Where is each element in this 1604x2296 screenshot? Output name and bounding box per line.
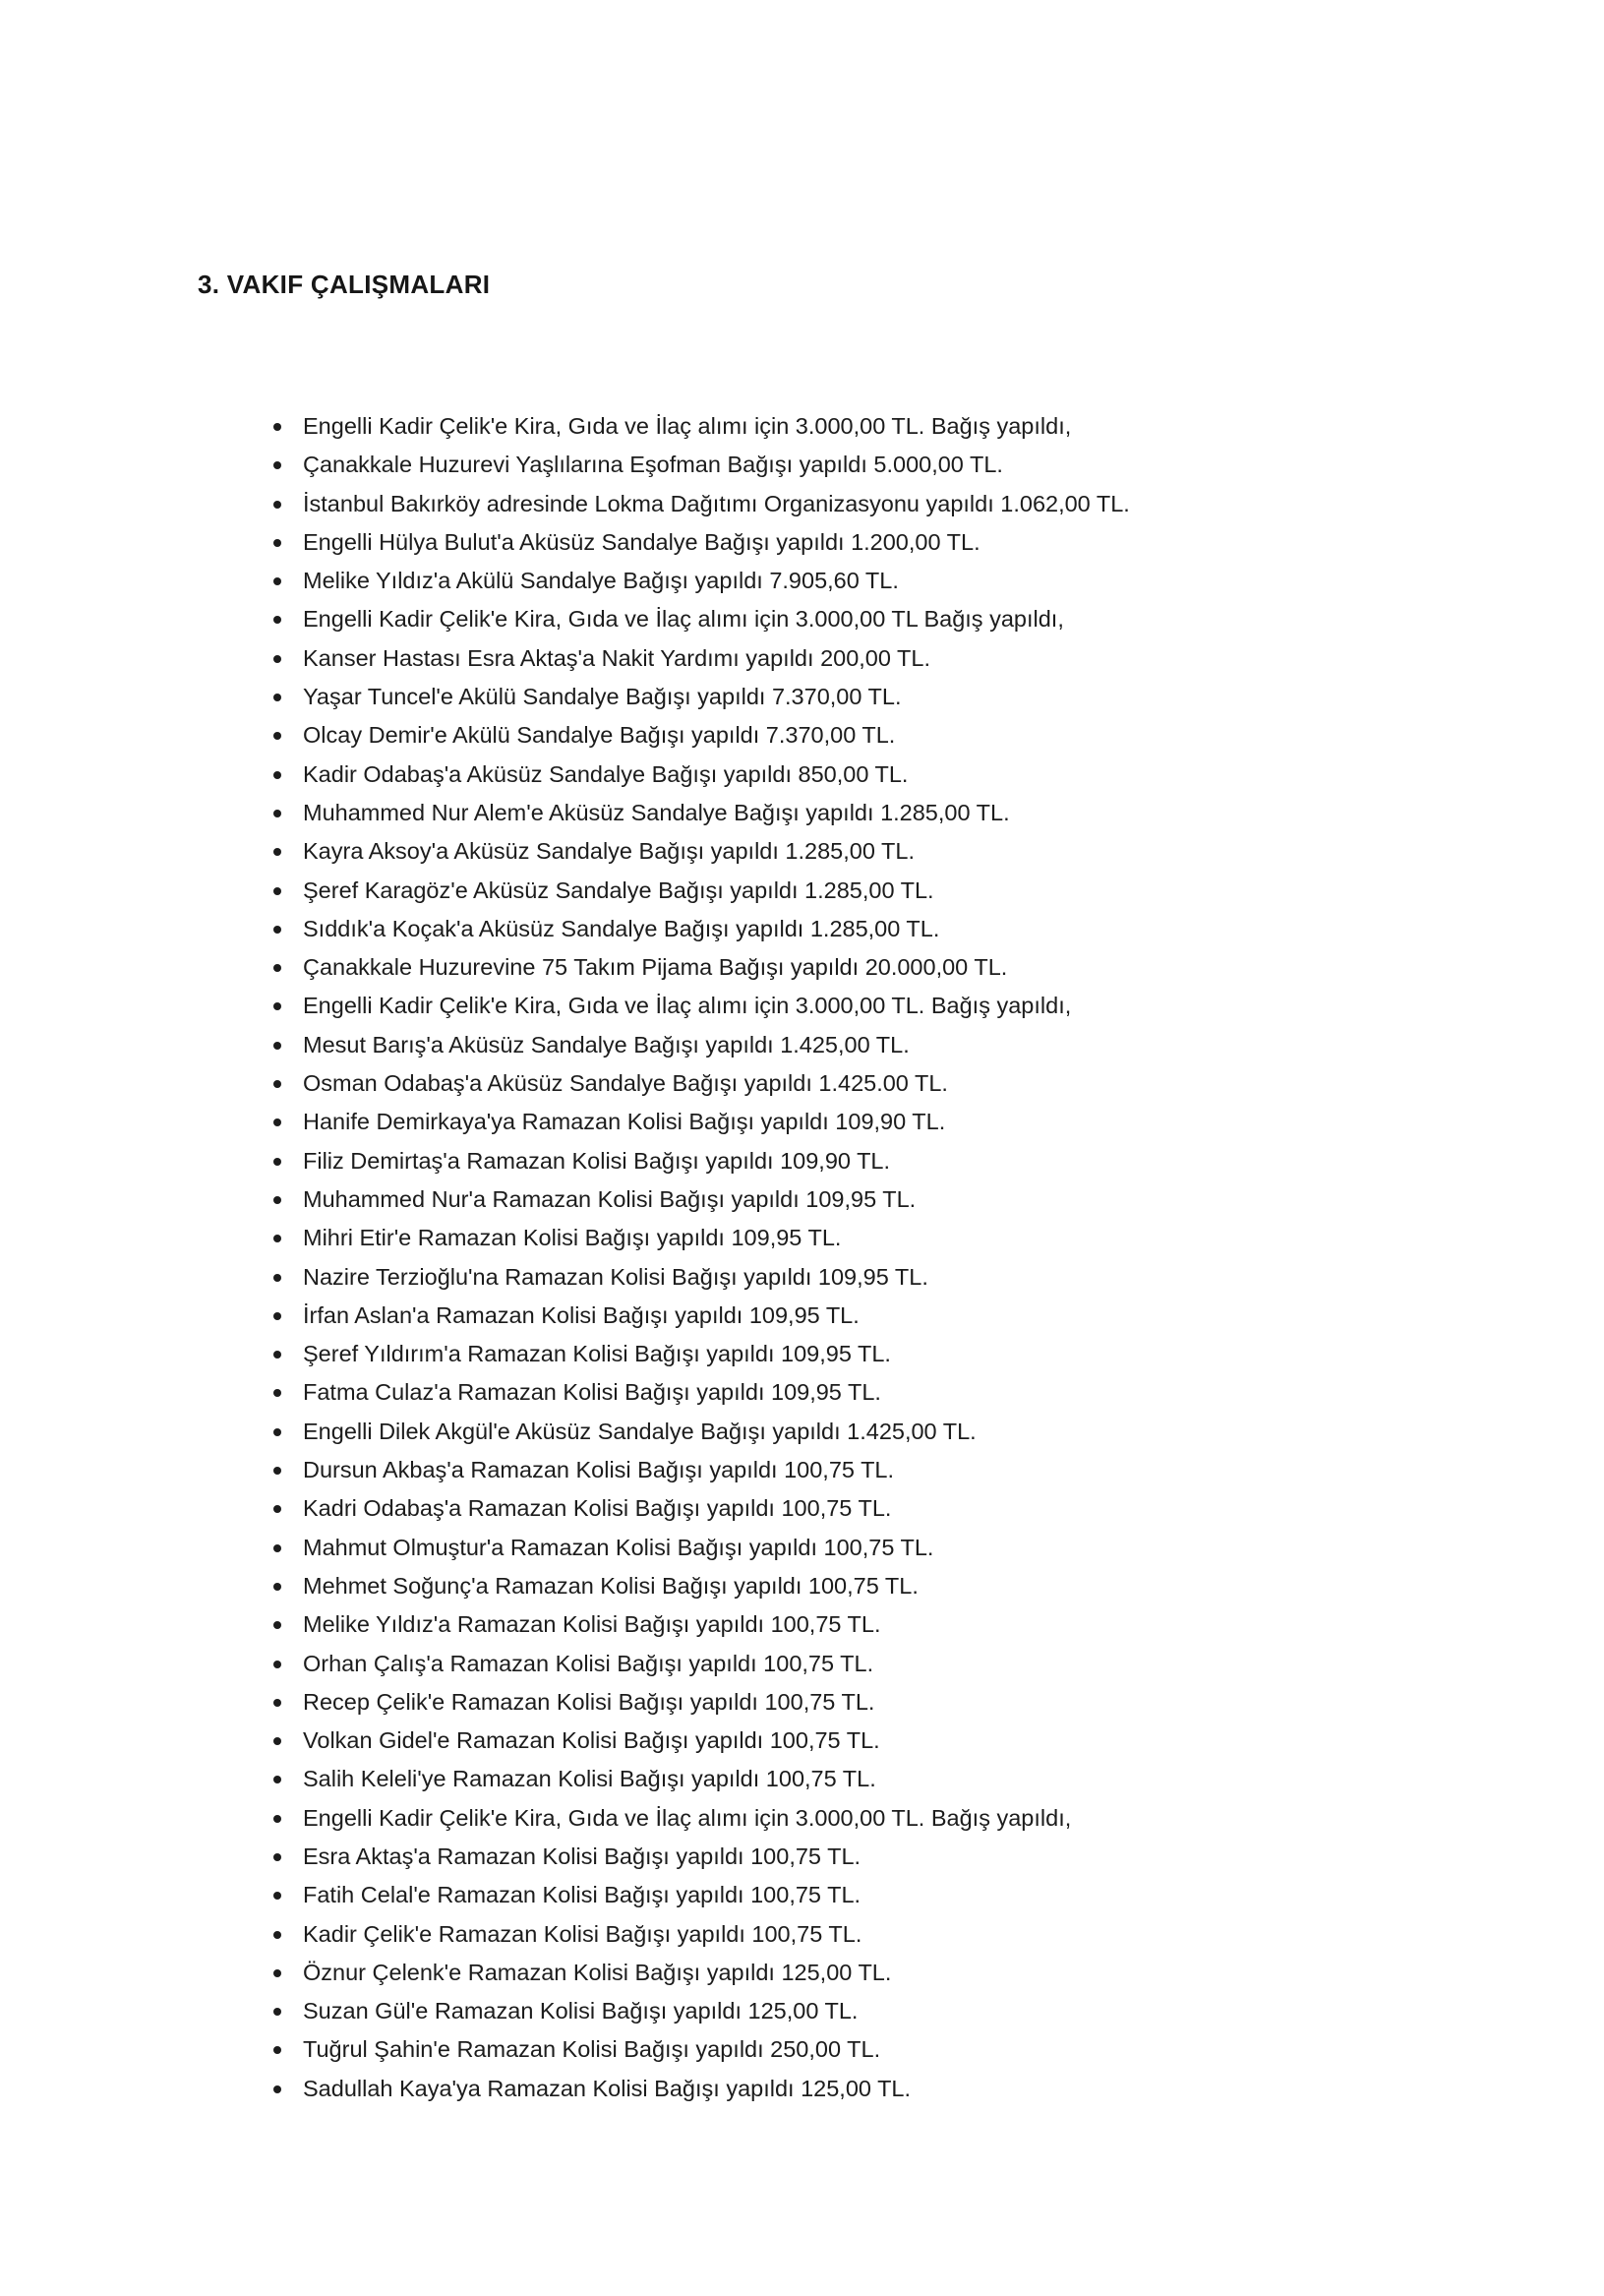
list-item-text: Şeref Yıldırım'a Ramazan Kolisi Bağışı yapıldı 109,95 TL. bbox=[303, 1341, 891, 1367]
list-item-text: Sıddık'a Koçak'a Aküsüz Sandalye Bağışı yapıldı 1.285,00 TL. bbox=[303, 915, 940, 941]
list-item-text: Kadri Odabaş'a Ramazan Kolisi Bağışı yapıldı 100,75 TL. bbox=[303, 1495, 892, 1522]
list-item-text: Melike Yıldız'a Ramazan Kolisi Bağışı yapıldı 100,75 TL. bbox=[303, 1611, 881, 1638]
bullet-icon bbox=[273, 771, 281, 779]
bullet-icon bbox=[273, 1737, 281, 1745]
list-item-text: Dursun Akbaş'a Ramazan Kolisi Bağışı yapıldı 100,75 TL. bbox=[303, 1457, 895, 1483]
list-item-text: Hanife Demirkaya'ya Ramazan Kolisi Bağışı yapıldı 109,90 TL. bbox=[303, 1109, 946, 1135]
list-item-text: Osman Odabaş'a Aküsüz Sandalye Bağışı yapıldı 1.425.00 TL. bbox=[303, 1070, 948, 1097]
list-item-text: Kadir Çelik'e Ramazan Kolisi Bağışı yapıldı 100,75 TL. bbox=[303, 1920, 862, 1947]
bullet-icon bbox=[273, 1351, 281, 1359]
list-item-text: Kayra Aksoy'a Aküsüz Sandalye Bağışı yapıldı 1.285,00 TL. bbox=[303, 838, 915, 865]
list-item-text: Volkan Gidel'e Ramazan Kolisi Bağışı yapıldı 100,75 TL. bbox=[303, 1727, 880, 1754]
bullet-icon bbox=[273, 732, 281, 740]
list-item-text: Suzan Gül'e Ramazan Kolisi Bağışı yapıldı 125,00 TL. bbox=[303, 1998, 859, 2024]
list-item-text: Engelli Dilek Akgül'e Aküsüz Sandalye Bağışı yapıldı 1.425,00 TL. bbox=[303, 1418, 977, 1444]
bullet-icon bbox=[273, 577, 281, 585]
bullet-icon bbox=[273, 964, 281, 972]
bullet-icon bbox=[273, 2008, 281, 2016]
list-item-text: İstanbul Bakırköy adresinde Lokma Dağıtımı Organizasyonu yapıldı 1.062,00 TL. bbox=[303, 490, 1130, 516]
bullet-icon bbox=[273, 1042, 281, 1050]
list-item-text: Olcay Demir'e Akülü Sandalye Bağışı yapıldı 7.370,00 TL. bbox=[303, 722, 896, 749]
bullet-icon bbox=[273, 1312, 281, 1320]
bullet-icon bbox=[273, 1428, 281, 1436]
list-item-text: Muhammed Nur'a Ramazan Kolisi Bağışı yapıldı 109,95 TL. bbox=[303, 1185, 917, 1212]
list-item-text: Şeref Karagöz'e Aküsüz Sandalye Bağışı yapıldı 1.285,00 TL. bbox=[303, 876, 934, 903]
bullet-icon bbox=[273, 1544, 281, 1552]
list-item-text: Engelli Kadir Çelik'e Kira, Gıda ve İlaç alımı için 3.000,00 TL. Bağış yapıldı, bbox=[303, 993, 1072, 1019]
bullet-icon bbox=[273, 810, 281, 817]
list-item-text: Mahmut Olmuştur'a Ramazan Kolisi Bağışı yapıldı 100,75 TL. bbox=[303, 1534, 934, 1560]
bullet-icon bbox=[273, 1274, 281, 1282]
list-item-text: Tuğrul Şahin'e Ramazan Kolisi Bağışı yapıldı 250,00 TL. bbox=[303, 2036, 881, 2063]
bullet-icon bbox=[273, 1080, 281, 1088]
list-item-text: Filiz Demirtaş'a Ramazan Kolisi Bağışı yapıldı 109,90 TL. bbox=[303, 1147, 891, 1174]
bullet-icon bbox=[273, 539, 281, 547]
bullet-icon bbox=[273, 1583, 281, 1591]
list-item-text: Recep Çelik'e Ramazan Kolisi Bağışı yapıldı 100,75 TL. bbox=[303, 1688, 875, 1715]
bullet-icon bbox=[273, 1661, 281, 1668]
bullet-icon bbox=[273, 887, 281, 895]
list-item-text: Yaşar Tuncel'e Akülü Sandalye Bağışı yapıldı 7.370,00 TL. bbox=[303, 684, 902, 710]
bullet-icon bbox=[273, 1505, 281, 1513]
list-item-text: Salih Keleli'ye Ramazan Kolisi Bağışı yapıldı 100,75 TL. bbox=[303, 1766, 876, 1792]
bullet-icon bbox=[273, 1118, 281, 1126]
bullet-icon bbox=[273, 1699, 281, 1707]
list-item-text: Engelli Kadir Çelik'e Kira, Gıda ve İlaç alımı için 3.000,00 TL. Bağış yapıldı, bbox=[303, 413, 1072, 439]
bullet-icon bbox=[273, 655, 281, 663]
bullet-icon bbox=[273, 1776, 281, 1783]
bullet-icon bbox=[273, 1892, 281, 1900]
list-item-text: Orhan Çalış'a Ramazan Kolisi Bağışı yapıldı 100,75 TL. bbox=[303, 1650, 874, 1676]
list-item-text: Mehmet Soğunç'a Ramazan Kolisi Bağışı yapıldı 100,75 TL. bbox=[303, 1572, 919, 1599]
bullet-icon bbox=[273, 1235, 281, 1242]
list-item-text: Fatma Culaz'a Ramazan Kolisi Bağışı yapıldı 109,95 TL. bbox=[303, 1379, 881, 1406]
list-item-text: Engelli Kadir Çelik'e Kira, Gıda ve İlaç alımı için 3.000,00 TL. Bağış yapıldı, bbox=[303, 1804, 1072, 1831]
list-item-text: Melike Yıldız'a Akülü Sandalye Bağışı yapıldı 7.905,60 TL. bbox=[303, 568, 899, 594]
bullet-icon bbox=[273, 461, 281, 469]
bullet-icon bbox=[273, 1969, 281, 1977]
list-item-text: Kanser Hastası Esra Aktaş'a Nakit Yardımı yapıldı 200,00 TL. bbox=[303, 644, 930, 671]
list-item-text: Çanakkale Huzurevine 75 Takım Pijama Bağışı yapıldı 20.000,00 TL. bbox=[303, 954, 1008, 981]
bullet-icon bbox=[273, 423, 281, 431]
bullet-icon bbox=[273, 1389, 281, 1397]
bullet-icon bbox=[273, 1158, 281, 1166]
bullet-icon bbox=[273, 2046, 281, 2054]
list-item-text: Fatih Celal'e Ramazan Kolisi Bağışı yapıldı 100,75 TL. bbox=[303, 1882, 861, 1908]
bullet-icon bbox=[273, 926, 281, 934]
list-item-text: Nazire Terzioğlu'na Ramazan Kolisi Bağışı yapıldı 109,95 TL. bbox=[303, 1263, 928, 1290]
bullet-icon bbox=[273, 1002, 281, 1010]
list-item-text: İrfan Aslan'a Ramazan Kolisi Bağışı yapıldı 109,95 TL. bbox=[303, 1301, 860, 1328]
list-item-text: Kadir Odabaş'a Aküsüz Sandalye Bağışı yapıldı 850,00 TL. bbox=[303, 760, 909, 787]
bullet-icon bbox=[273, 1853, 281, 1861]
bullet-icon bbox=[273, 501, 281, 509]
bullet-icon bbox=[273, 694, 281, 701]
bullet-icon bbox=[273, 1815, 281, 1823]
list-item-text: Engelli Hülya Bulut'a Aküsüz Sandalye Bağışı yapıldı 1.200,00 TL. bbox=[303, 528, 980, 555]
list-item-text: Çanakkale Huzurevi Yaşlılarına Eşofman Bağışı yapıldı 5.000,00 TL. bbox=[303, 452, 1003, 478]
list-item-text: Esra Aktaş'a Ramazan Kolisi Bağışı yapıldı 100,75 TL. bbox=[303, 1843, 861, 1869]
list-item-text: Mesut Barış'a Aküsüz Sandalye Bağışı yapıldı 1.425,00 TL. bbox=[303, 1031, 910, 1057]
bullet-icon bbox=[273, 1196, 281, 1204]
bullet-icon bbox=[273, 848, 281, 856]
bullet-icon bbox=[273, 2085, 281, 2093]
bullet-icon bbox=[273, 1467, 281, 1475]
bullet-icon bbox=[273, 1931, 281, 1939]
section-title: 3. VAKIF ÇALIŞMALARI bbox=[198, 270, 491, 299]
list-item-text: Engelli Kadir Çelik'e Kira, Gıda ve İlaç alımı için 3.000,00 TL Bağış yapıldı, bbox=[303, 606, 1064, 633]
list-item-text: Muhammed Nur Alem'e Aküsüz Sandalye Bağışı yapıldı 1.285,00 TL. bbox=[303, 799, 1010, 825]
list-item-text: Mihri Etir'e Ramazan Kolisi Bağışı yapıldı 109,95 TL. bbox=[303, 1225, 842, 1251]
bullet-icon bbox=[273, 616, 281, 624]
list-item-text: Sadullah Kaya'ya Ramazan Kolisi Bağışı yapıldı 125,00 TL. bbox=[303, 2075, 912, 2101]
bullet-icon bbox=[273, 1621, 281, 1629]
list-item-text: Öznur Çelenk'e Ramazan Kolisi Bağışı yapıldı 125,00 TL. bbox=[303, 1959, 892, 1985]
